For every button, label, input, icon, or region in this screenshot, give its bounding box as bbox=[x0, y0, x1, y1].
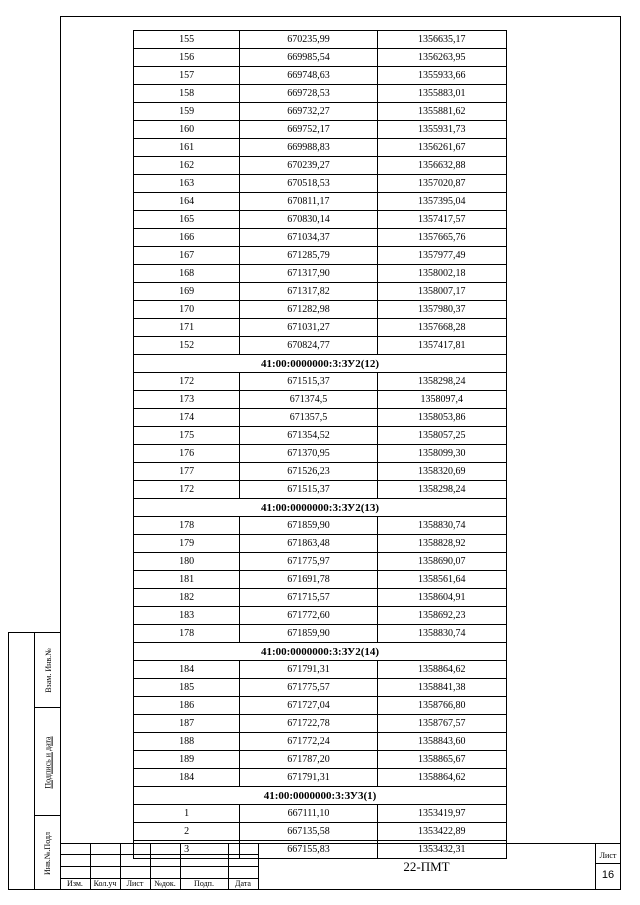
table-row bbox=[134, 85, 507, 103]
table-row bbox=[134, 571, 507, 589]
table-row bbox=[134, 139, 507, 157]
table-row bbox=[134, 715, 507, 733]
table-row bbox=[134, 391, 507, 409]
x-coordinate-cell: 671031,27 bbox=[240, 319, 377, 337]
x-coordinate-cell: 671859,90 bbox=[240, 517, 377, 535]
x-coordinate-cell: 671859,90 bbox=[240, 625, 377, 643]
sheet-number: 16 bbox=[601, 869, 615, 881]
x-coordinate-cell: 671317,82 bbox=[240, 283, 377, 301]
x-coordinate-cell: 671282,98 bbox=[240, 301, 377, 319]
y-coordinate-cell: 1357980,37 bbox=[377, 301, 506, 319]
table-row bbox=[134, 517, 507, 535]
point-number-cell: 178 bbox=[134, 517, 240, 535]
y-coordinate-cell: 1358690,07 bbox=[377, 553, 506, 571]
point-number-cell: 181 bbox=[134, 571, 240, 589]
y-coordinate-cell: 1358830,74 bbox=[377, 625, 506, 643]
table-row bbox=[134, 535, 507, 553]
y-coordinate-cell: 1357417,81 bbox=[377, 337, 506, 355]
x-coordinate-cell: 667135,58 bbox=[240, 823, 377, 841]
point-number-cell: 182 bbox=[134, 589, 240, 607]
y-coordinate-cell: 1356261,67 bbox=[377, 139, 506, 157]
y-coordinate-cell: 1355931,73 bbox=[377, 121, 506, 139]
y-coordinate-cell: 1357668,28 bbox=[377, 319, 506, 337]
tb-label-ndok: №док. bbox=[154, 879, 176, 888]
point-number-cell: 160 bbox=[134, 121, 240, 139]
point-number-cell: 184 bbox=[134, 661, 240, 679]
point-number-cell: 185 bbox=[134, 679, 240, 697]
section-header-row bbox=[134, 499, 507, 517]
y-coordinate-cell: 1358604,91 bbox=[377, 589, 506, 607]
table-row bbox=[134, 301, 507, 319]
table-row bbox=[134, 319, 507, 337]
y-coordinate-cell: 1357977,49 bbox=[377, 247, 506, 265]
table-row bbox=[134, 49, 507, 67]
table-row bbox=[134, 823, 507, 841]
point-number-cell: 178 bbox=[134, 625, 240, 643]
point-number-cell: 177 bbox=[134, 463, 240, 481]
y-coordinate-cell: 1355933,66 bbox=[377, 67, 506, 85]
parcel-id-heading: 41:00:0000000:3:ЗУ3(1) bbox=[134, 787, 507, 805]
x-coordinate-cell: 671787,20 bbox=[240, 751, 377, 769]
x-coordinate-cell: 671034,37 bbox=[240, 229, 377, 247]
y-coordinate-cell: 1353422,89 bbox=[377, 823, 506, 841]
y-coordinate-cell: 1358057,25 bbox=[377, 427, 506, 445]
table-row bbox=[134, 697, 507, 715]
y-coordinate-cell: 1357395,04 bbox=[377, 193, 506, 211]
point-number-cell: 186 bbox=[134, 697, 240, 715]
section-header-row bbox=[134, 355, 507, 373]
y-coordinate-cell: 1358097,4 bbox=[377, 391, 506, 409]
point-number-cell: 156 bbox=[134, 49, 240, 67]
point-number-cell: 162 bbox=[134, 157, 240, 175]
document-code: 22-ПМТ bbox=[403, 858, 450, 874]
point-number-cell: 1 bbox=[134, 805, 240, 823]
x-coordinate-cell: 669732,27 bbox=[240, 103, 377, 121]
table-row bbox=[134, 805, 507, 823]
x-coordinate-cell: 671526,23 bbox=[240, 463, 377, 481]
table-row bbox=[134, 751, 507, 769]
sheet-label: Лист bbox=[599, 851, 617, 860]
point-number-cell: 3 bbox=[134, 841, 240, 859]
x-coordinate-cell: 671317,90 bbox=[240, 265, 377, 283]
point-number-cell: 172 bbox=[134, 373, 240, 391]
point-number-cell: 189 bbox=[134, 751, 240, 769]
x-coordinate-cell: 671374,5 bbox=[240, 391, 377, 409]
x-coordinate-cell: 667155,83 bbox=[240, 841, 377, 859]
y-coordinate-cell: 1358864,62 bbox=[377, 661, 506, 679]
table-row bbox=[134, 121, 507, 139]
point-number-cell: 168 bbox=[134, 265, 240, 283]
y-coordinate-cell: 1358843,60 bbox=[377, 733, 506, 751]
point-number-cell: 157 bbox=[134, 67, 240, 85]
table-row bbox=[134, 193, 507, 211]
point-number-cell: 188 bbox=[134, 733, 240, 751]
x-coordinate-cell: 671691,78 bbox=[240, 571, 377, 589]
side-stamp-outer bbox=[8, 632, 34, 890]
x-coordinate-cell: 671772,24 bbox=[240, 733, 377, 751]
y-coordinate-cell: 1358828,92 bbox=[377, 535, 506, 553]
y-coordinate-cell: 1358692,23 bbox=[377, 607, 506, 625]
point-number-cell: 174 bbox=[134, 409, 240, 427]
x-coordinate-cell: 671515,37 bbox=[240, 373, 377, 391]
x-coordinate-cell: 671791,31 bbox=[240, 769, 377, 787]
y-coordinate-cell: 1358767,57 bbox=[377, 715, 506, 733]
y-coordinate-cell: 1358053,86 bbox=[377, 409, 506, 427]
y-coordinate-cell: 1355883,01 bbox=[377, 85, 506, 103]
y-coordinate-cell: 1353419,97 bbox=[377, 805, 506, 823]
x-coordinate-cell: 669988,83 bbox=[240, 139, 377, 157]
x-coordinate-cell: 670830,14 bbox=[240, 211, 377, 229]
table-row bbox=[134, 229, 507, 247]
point-number-cell: 173 bbox=[134, 391, 240, 409]
y-coordinate-cell: 1358007,17 bbox=[377, 283, 506, 301]
x-coordinate-cell: 670824,77 bbox=[240, 337, 377, 355]
x-coordinate-cell: 670811,17 bbox=[240, 193, 377, 211]
point-number-cell: 2 bbox=[134, 823, 240, 841]
x-coordinate-cell: 670518,53 bbox=[240, 175, 377, 193]
side-inv-label: Инв.№.Подл bbox=[43, 831, 53, 876]
y-coordinate-cell: 1358841,38 bbox=[377, 679, 506, 697]
y-coordinate-cell: 1356263,95 bbox=[377, 49, 506, 67]
y-coordinate-cell: 1358002,18 bbox=[377, 265, 506, 283]
x-coordinate-cell: 671370,95 bbox=[240, 445, 377, 463]
y-coordinate-cell: 1356632,88 bbox=[377, 157, 506, 175]
y-coordinate-cell: 1355881,62 bbox=[377, 103, 506, 121]
table-row bbox=[134, 769, 507, 787]
table-row bbox=[134, 625, 507, 643]
y-coordinate-cell: 1358865,67 bbox=[377, 751, 506, 769]
table-row bbox=[134, 427, 507, 445]
side-stamp bbox=[34, 632, 60, 890]
point-number-cell: 163 bbox=[134, 175, 240, 193]
point-number-cell: 158 bbox=[134, 85, 240, 103]
table-row bbox=[134, 589, 507, 607]
y-coordinate-cell: 1357020,87 bbox=[377, 175, 506, 193]
point-number-cell: 164 bbox=[134, 193, 240, 211]
point-number-cell: 159 bbox=[134, 103, 240, 121]
point-number-cell: 155 bbox=[134, 31, 240, 49]
point-number-cell: 184 bbox=[134, 769, 240, 787]
table-row bbox=[134, 67, 507, 85]
point-number-cell: 166 bbox=[134, 229, 240, 247]
x-coordinate-cell: 669728,53 bbox=[240, 85, 377, 103]
point-number-cell: 167 bbox=[134, 247, 240, 265]
x-coordinate-cell: 670235,99 bbox=[240, 31, 377, 49]
point-number-cell: 161 bbox=[134, 139, 240, 157]
y-coordinate-cell: 1358320,69 bbox=[377, 463, 506, 481]
x-coordinate-cell: 669985,54 bbox=[240, 49, 377, 67]
y-coordinate-cell: 1358561,64 bbox=[377, 571, 506, 589]
x-coordinate-cell: 671775,97 bbox=[240, 553, 377, 571]
parcel-id-heading: 41:00:0000000:3:ЗУ2(13) bbox=[134, 499, 507, 517]
section-header-row bbox=[134, 643, 507, 661]
y-coordinate-cell: 1357417,57 bbox=[377, 211, 506, 229]
point-number-cell: 180 bbox=[134, 553, 240, 571]
side-vzam-label: Взам. Инв.№ bbox=[43, 648, 53, 693]
x-coordinate-cell: 671715,57 bbox=[240, 589, 377, 607]
title-block bbox=[60, 843, 621, 890]
point-number-cell: 172 bbox=[134, 481, 240, 499]
coordinates-table bbox=[133, 30, 507, 859]
x-coordinate-cell: 671354,52 bbox=[240, 427, 377, 445]
point-number-cell: 152 bbox=[134, 337, 240, 355]
table-row bbox=[134, 157, 507, 175]
table-row bbox=[134, 175, 507, 193]
table-row bbox=[134, 265, 507, 283]
tb-label-podp: Подп. bbox=[194, 879, 214, 888]
point-number-cell: 175 bbox=[134, 427, 240, 445]
point-number-cell: 176 bbox=[134, 445, 240, 463]
section-header-row bbox=[134, 787, 507, 805]
tb-label-izm: Изм. bbox=[67, 879, 83, 888]
table-row bbox=[134, 31, 507, 49]
x-coordinate-cell: 671863,48 bbox=[240, 535, 377, 553]
x-coordinate-cell: 669752,17 bbox=[240, 121, 377, 139]
point-number-cell: 179 bbox=[134, 535, 240, 553]
table-row bbox=[134, 283, 507, 301]
table-row bbox=[134, 607, 507, 625]
point-number-cell: 169 bbox=[134, 283, 240, 301]
table-row bbox=[134, 463, 507, 481]
x-coordinate-cell: 669748,63 bbox=[240, 67, 377, 85]
y-coordinate-cell: 1358298,24 bbox=[377, 373, 506, 391]
x-coordinate-cell: 670239,27 bbox=[240, 157, 377, 175]
tb-label-kol: Кол.уч bbox=[93, 879, 117, 888]
x-coordinate-cell: 671357,5 bbox=[240, 409, 377, 427]
table-row bbox=[134, 211, 507, 229]
side-inv-cell bbox=[35, 816, 61, 891]
table-row bbox=[134, 481, 507, 499]
x-coordinate-cell: 671722,78 bbox=[240, 715, 377, 733]
x-coordinate-cell: 671285,79 bbox=[240, 247, 377, 265]
y-coordinate-cell: 1356635,17 bbox=[377, 31, 506, 49]
x-coordinate-cell: 671727,04 bbox=[240, 697, 377, 715]
table-row bbox=[134, 733, 507, 751]
y-coordinate-cell: 1358766,80 bbox=[377, 697, 506, 715]
y-coordinate-cell: 1358099,30 bbox=[377, 445, 506, 463]
table-row bbox=[134, 409, 507, 427]
table-row bbox=[134, 247, 507, 265]
table-row bbox=[134, 373, 507, 391]
table-row bbox=[134, 103, 507, 121]
tb-label-list: Лист bbox=[126, 879, 144, 888]
point-number-cell: 170 bbox=[134, 301, 240, 319]
table-row bbox=[134, 337, 507, 355]
point-number-cell: 183 bbox=[134, 607, 240, 625]
point-number-cell: 187 bbox=[134, 715, 240, 733]
y-coordinate-cell: 1357665,76 bbox=[377, 229, 506, 247]
x-coordinate-cell: 671515,37 bbox=[240, 481, 377, 499]
table-row bbox=[134, 553, 507, 571]
x-coordinate-cell: 671772,60 bbox=[240, 607, 377, 625]
tb-label-data: Дата bbox=[235, 879, 251, 888]
y-coordinate-cell: 1358830,74 bbox=[377, 517, 506, 535]
point-number-cell: 165 bbox=[134, 211, 240, 229]
x-coordinate-cell: 671791,31 bbox=[240, 661, 377, 679]
y-coordinate-cell: 1353432,31 bbox=[377, 841, 506, 859]
x-coordinate-cell: 667111,10 bbox=[240, 805, 377, 823]
x-coordinate-cell: 671775,57 bbox=[240, 679, 377, 697]
parcel-id-heading: 41:00:0000000:3:ЗУ2(14) bbox=[134, 643, 507, 661]
y-coordinate-cell: 1358864,62 bbox=[377, 769, 506, 787]
parcel-id-heading: 41:00:0000000:3:ЗУ2(12) bbox=[134, 355, 507, 373]
table-row bbox=[134, 661, 507, 679]
side-podpis-label: Подпись и дата bbox=[43, 735, 53, 789]
table-row bbox=[134, 445, 507, 463]
y-coordinate-cell: 1358298,24 bbox=[377, 481, 506, 499]
table-row bbox=[134, 679, 507, 697]
point-number-cell: 171 bbox=[134, 319, 240, 337]
